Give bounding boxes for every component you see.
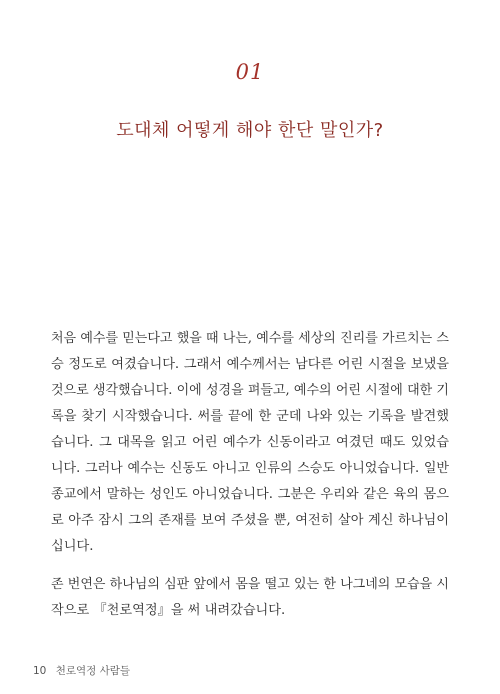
- paragraph-line: 습니다. 그 대목을 읽고 어린 예수가 신동이라고 여겼던 때도 있었습: [51, 435, 449, 450]
- paragraph-line: 록을 찾기 시작했습니다. 써를 끝에 한 군데 나와 있는 기록을 발견했: [51, 409, 449, 424]
- paragraph-2: [51, 572, 449, 624]
- paragraph-line: 처음 예수를 믿는다고 했을 때 나는, 예수를 세상의 진리를 가르치는 스: [51, 331, 449, 346]
- chapter-title: 도대체 어떻게 해야 한단 말인가?: [116, 120, 384, 141]
- paragraph-line: 로 아주 잠시 그의 존재를 보여 주셨을 뿐, 여전히 살아 계신 하나님이: [51, 513, 449, 528]
- paragraph-line: 존 번연은 하나님의 심판 앞에서 몸을 떨고 있는 한 나그네의 모습을 시: [51, 577, 449, 592]
- paragraph-line: 승 정도로 여겼습니다. 그래서 예수께서는 남다른 어린 시절을 보냈을: [51, 357, 449, 372]
- page-number: 10: [33, 665, 47, 677]
- paragraph-1: [51, 326, 449, 560]
- paragraph-line: 종교에서 말하는 성인도 아니었습니다. 그분은 우리와 같은 육의 몸으: [51, 487, 449, 502]
- page-footer: [33, 663, 130, 678]
- paragraph-line: 것으로 생각했습니다. 이에 성경을 펴들고, 예수의 어린 시절에 대한 기: [51, 383, 449, 398]
- paragraph-line: 작으로 『천로역정』을 써 내려갔습니다.: [51, 603, 286, 618]
- running-title: 천로역정 사람들: [55, 665, 131, 677]
- paragraph-line: 십니다.: [51, 539, 94, 554]
- chapter-number: 01: [235, 60, 265, 84]
- paragraph-line: 니다. 그러나 예수는 신동도 아니고 인류의 스승도 아니었습니다. 일반: [51, 461, 449, 476]
